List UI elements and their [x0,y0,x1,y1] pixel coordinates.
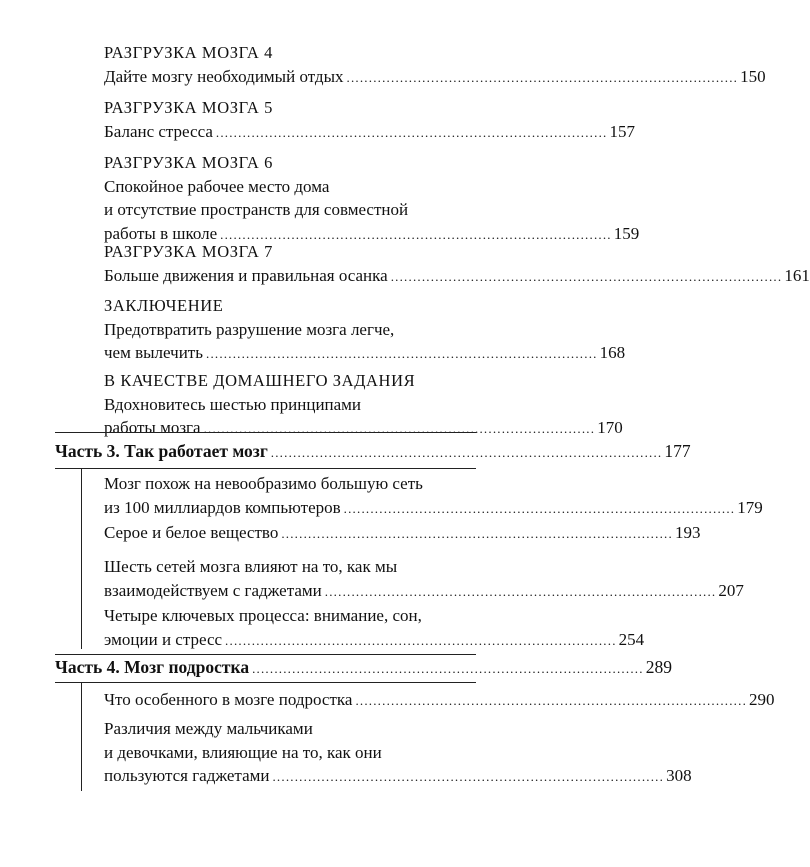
part-title: Часть 3. Так работает мозг [55,441,268,461]
entry-title: из 100 миллиардов компьютеров [104,497,341,517]
part-title-line [55,656,672,681]
toc-entry[interactable] [104,555,744,603]
entry-title: и девочками, влияющие на то, как они [104,742,382,762]
section-header: ЗАКЛЮЧЕНИЕ [104,296,224,315]
dot-leader: ........................................................................................ [225,632,617,648]
page-number: 159 [613,223,640,243]
toc-entry-conclusion[interactable] [104,294,626,366]
entry-title: взаимодействуем с гаджетами [104,580,322,600]
dot-leader: ........................................................................................ [203,421,596,436]
dot-leader: ........................................................................................ [215,124,608,140]
page-number: 193 [674,523,701,542]
page-number: 289 [645,657,672,677]
divider [55,432,476,433]
entry-title: пользуются гаджетами [104,766,270,785]
page-number: 254 [618,629,645,649]
part-3-margin-rule [81,469,82,649]
dot-leader: ........................................................................................ [346,69,739,85]
entry-title: Мозг похож на невообразимо большую сеть [104,474,423,493]
toc-line [104,318,476,342]
toc-line [104,555,476,579]
entry-title: Больше движения и правильная осанка [104,265,388,285]
page-number: 168 [599,343,626,362]
toc-entry-brain-relief-5[interactable] [104,96,635,144]
dot-leader: ........................................................................................ [220,226,612,242]
toc-line [104,120,635,145]
page-number: 177 [664,441,691,461]
entry-title: чем вылечить [104,343,203,362]
dot-leader: ........................................................................................ [343,500,736,516]
divider [55,654,476,655]
page-number: 290 [749,690,775,709]
entry-title: работы мозга [104,418,201,437]
entry-title: Различия между мальчиками [104,719,313,738]
toc-line [104,496,763,521]
section-header: РАЗГРУЗКА МОЗГА 7 [104,242,274,261]
toc-entry[interactable] [104,472,763,520]
dot-leader: ........................................................................................ [206,346,598,361]
entry-title: эмоции и стресс [104,629,223,649]
entry-title: Четыре ключевых процесса: внимание, сон, [104,606,422,625]
toc-part-4[interactable] [55,656,672,681]
toc-line [104,764,692,789]
page-number: 157 [609,121,635,141]
dot-leader: ........................................................................................ [270,445,663,460]
page-number: 308 [666,766,692,785]
entry-title: Дайте мозгу необходимый отдых [104,66,344,86]
divider [55,468,476,469]
toc-entry[interactable] [104,717,692,789]
divider [55,682,476,683]
toc-line [104,717,476,741]
toc-line [104,65,766,90]
dot-leader: ........................................................................................ [252,661,644,676]
toc-entry-homework[interactable] [104,369,623,441]
toc-line [104,604,476,628]
part-title-line [55,440,691,465]
entry-title: Спокойное рабочее место дома [104,176,330,196]
entry-title: Шесть сетей мозга влияют на то, как мы [104,557,398,576]
toc-entry-brain-relief-6[interactable] [104,151,640,246]
section-header: В КАЧЕСТВЕ ДОМАШНЕГО ЗАДАНИЯ [104,371,416,390]
section-header: РАЗГРУЗКА МОЗГА 6 [104,153,274,172]
toc-line [104,741,476,765]
toc-part-3[interactable] [55,440,691,465]
toc-line [104,198,476,222]
toc-line [104,472,476,496]
dot-leader: ........................................................................................ [281,526,673,541]
part-title: Часть 4. Мозг подростка [55,657,250,677]
page-number: 207 [718,580,744,600]
entry-title: Что особенного в мозге подростка [104,690,353,709]
part-4-margin-rule [81,683,82,791]
toc-line [104,341,626,366]
toc-line [104,688,775,713]
dot-leader: ........................................................................................ [390,268,783,284]
dot-leader: ........................................................................................ [272,769,665,784]
page-number: 179 [737,497,763,517]
page-number: 170 [597,418,623,437]
toc-entry-brain-relief-4[interactable] [104,41,766,89]
toc-line [104,579,744,604]
toc-entry-brain-relief-7[interactable] [104,240,810,288]
toc-line [104,416,623,441]
toc-line [104,175,476,199]
section-header: РАЗГРУЗКА МОЗГА 5 [104,98,274,117]
dot-leader: ........................................................................................ [324,583,717,599]
toc-line [104,264,810,289]
dot-leader: ........................................................................................ [355,693,748,708]
entry-title: и отсутствие пространств для совместной [104,200,409,219]
entry-title: Вдохновитесь шестью принципами [104,394,362,414]
entry-title: Предотвратить разрушение мозга легче, [104,319,395,339]
toc-entry[interactable] [104,688,775,713]
section-header: РАЗГРУЗКА МОЗГА 4 [104,43,274,62]
entry-title: Баланс стресса [104,121,213,141]
toc-entry[interactable] [104,521,701,546]
toc-entry[interactable] [104,604,645,652]
page-number: 150 [740,66,766,86]
toc-line [104,628,645,653]
toc-line [104,393,476,417]
entry-title: Серое и белое вещество [104,523,279,542]
entry-title: работы в школе [104,223,218,243]
toc-line [104,521,701,546]
page-number: 161 [784,265,810,285]
